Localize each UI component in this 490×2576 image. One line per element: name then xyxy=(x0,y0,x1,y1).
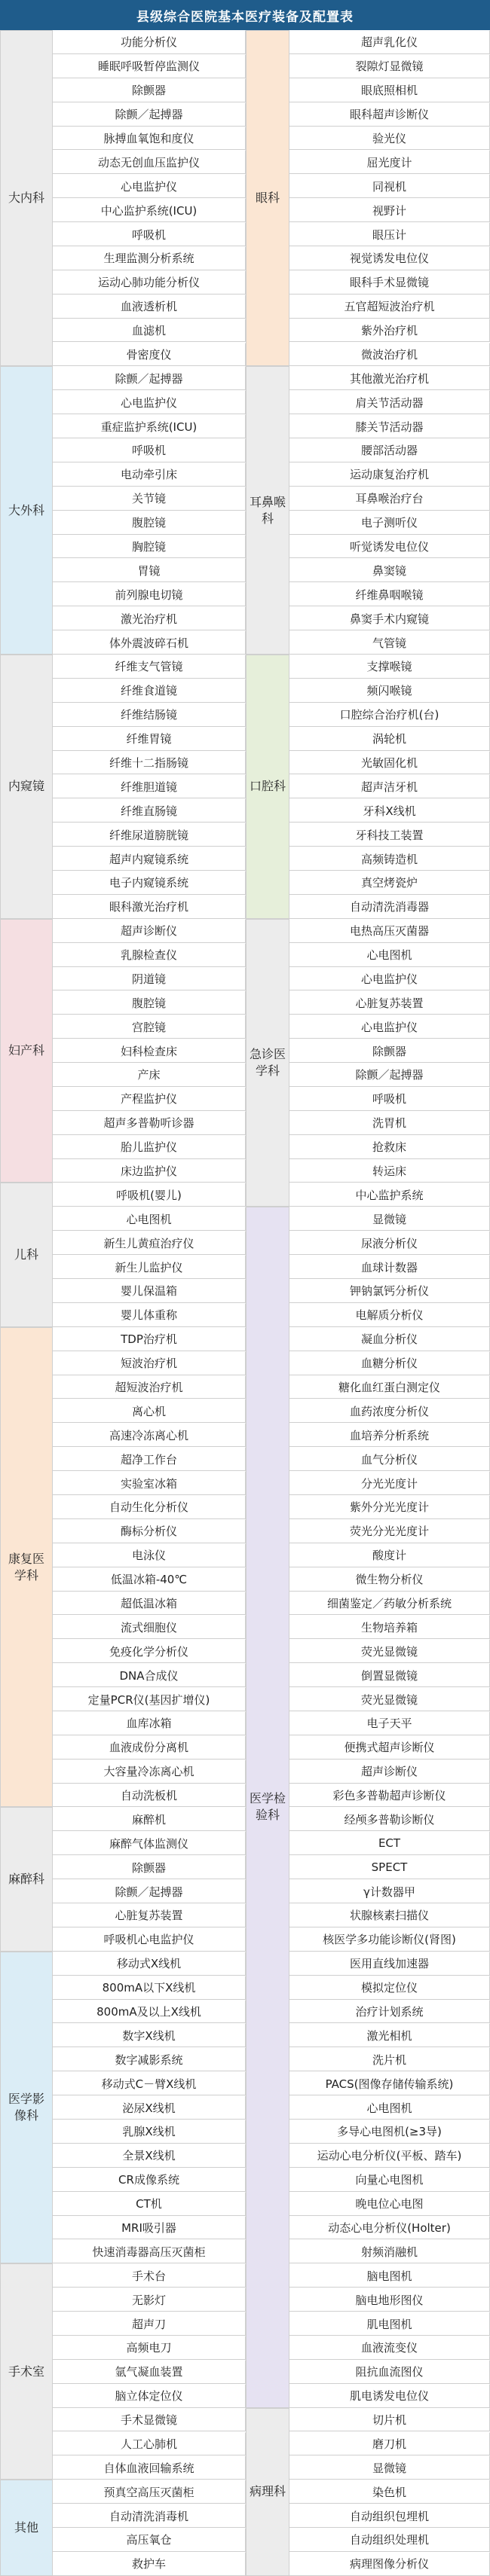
equipment-item: 呼吸机(婴儿) xyxy=(53,1183,246,1207)
equipment-item: 纤维胃镜 xyxy=(53,727,246,751)
equipment-item: 眼底照相机 xyxy=(289,78,490,102)
equipment-item: 移动式X线机 xyxy=(53,1952,246,1976)
equipment-item: 高频电刀 xyxy=(53,2336,246,2360)
equipment-item: 荧光显微镜 xyxy=(289,1687,490,1711)
equipment-item: 关节镜 xyxy=(53,487,246,511)
equipment-item: 电解质分析仪 xyxy=(289,1303,490,1327)
equipment-item: 血滤机 xyxy=(53,319,246,343)
equipment-item: 糖化血红蛋白测定仪 xyxy=(289,1375,490,1399)
equipment-item: 血液透析机 xyxy=(53,295,246,319)
equipment-item: 腹腔镜 xyxy=(53,511,246,535)
equipment-item: 视野计 xyxy=(289,198,490,222)
equipment-item: 运动康复治疗机 xyxy=(289,462,490,487)
equipment-item: 离心机 xyxy=(53,1399,246,1423)
equipment-item: 五官超短波治疗机 xyxy=(289,295,490,319)
category-label: 耳鼻喉科 xyxy=(246,366,289,655)
equipment-item: 运动心电分析仪(平板、踏车) xyxy=(289,2144,490,2168)
equipment-item: 听觉诱发电位仪 xyxy=(289,535,490,559)
equipment-item: 婴儿体重称 xyxy=(53,1303,246,1327)
equipment-item: 其他激光治疗机 xyxy=(289,366,490,390)
equipment-item: 泌尿X线机 xyxy=(53,2095,246,2120)
equipment-item: 超声刀 xyxy=(53,2312,246,2336)
equipment-item: 流式细胞仪 xyxy=(53,1615,246,1639)
equipment-item: 体外震波碎石机 xyxy=(53,630,246,655)
category-label: 麻醉科 xyxy=(0,1807,53,1951)
equipment-item: 鼻窦镜 xyxy=(289,558,490,582)
equipment-item: 纤维鼻咽喉镜 xyxy=(289,582,490,606)
equipment-item: 血糖分析仪 xyxy=(289,1351,490,1375)
equipment-item: 气管镜 xyxy=(289,630,490,655)
equipment-item: ECT xyxy=(289,1831,490,1855)
equipment-item: 微波治疗机 xyxy=(289,343,490,367)
equipment-item: 妇科检查床 xyxy=(53,1039,246,1063)
equipment-item: 磨刀机 xyxy=(289,2432,490,2456)
equipment-item: 心电图机 xyxy=(53,1207,246,1231)
equipment-item: 脑电地形图仪 xyxy=(289,2288,490,2312)
equipment-item: 除颤器 xyxy=(289,1039,490,1063)
equipment-item: 超净工作台 xyxy=(53,1447,246,1471)
equipment-item: 800mA以下X线机 xyxy=(53,1976,246,2000)
equipment-item: 实验室冰箱 xyxy=(53,1471,246,1495)
equipment-item: 裂隙灯显微镜 xyxy=(289,54,490,78)
equipment-item: 分光光度计 xyxy=(289,1471,490,1495)
equipment-item: 中心监护系统 xyxy=(289,1183,490,1207)
equipment-item: 阴道镜 xyxy=(53,967,246,991)
equipment-item: 胎儿监护仪 xyxy=(53,1135,246,1159)
equipment-item: 快速消毒器高压灭菌柜 xyxy=(53,2239,246,2263)
equipment-item: 纤维食道镜 xyxy=(53,679,246,703)
equipment-item: 纤维支气管镜 xyxy=(53,655,246,679)
equipment-item: 中心监护系统(ICU) xyxy=(53,198,246,222)
equipment-item: 心电监护仪 xyxy=(289,1015,490,1039)
equipment-item: 切片机 xyxy=(289,2408,490,2432)
equipment-item: 酸度计 xyxy=(289,1543,490,1567)
equipment-item: 治疗计划系统 xyxy=(289,2000,490,2024)
equipment-item: 验光仪 xyxy=(289,127,490,151)
equipment-item: 婴儿保温箱 xyxy=(53,1279,246,1303)
equipment-item: 预真空高压灭菌柜 xyxy=(53,2480,246,2504)
equipment-item: 人工心肺机 xyxy=(53,2432,246,2456)
equipment-item: 血药浓度分析仪 xyxy=(289,1399,490,1423)
equipment-item: 心电图机 xyxy=(289,943,490,967)
equipment-item: 除颤器 xyxy=(53,78,246,102)
equipment-item: 纤维结肠镜 xyxy=(53,703,246,727)
equipment-item: 同视机 xyxy=(289,174,490,198)
equipment-item: 显微镜 xyxy=(289,2455,490,2480)
category-label: 病理科 xyxy=(246,2408,289,2576)
equipment-item: 脉搏血氧饱和度仪 xyxy=(53,127,246,151)
equipment-item: 晚电位心电图 xyxy=(289,2192,490,2216)
equipment-item: 运动心肺功能分析仪 xyxy=(53,270,246,295)
equipment-item: 救护车 xyxy=(53,2552,246,2576)
equipment-item: 眼压计 xyxy=(289,222,490,246)
equipment-item: 超声内窥镜系统 xyxy=(53,847,246,871)
category-label: 康复医学科 xyxy=(0,1327,53,1808)
equipment-item: 定量PCR仪(基因扩增仪) xyxy=(53,1687,246,1711)
equipment-item: 荧光分光光度计 xyxy=(289,1519,490,1543)
equipment-item: 血液流变仪 xyxy=(289,2336,490,2360)
equipment-item: 心电监护仪 xyxy=(289,967,490,991)
equipment-item: 除颤／起搏器 xyxy=(53,1879,246,1903)
equipment-item: γ计数器甲 xyxy=(289,1879,490,1903)
equipment-item: MRI吸引器 xyxy=(53,2216,246,2240)
equipment-item: 超声乳化仪 xyxy=(289,30,490,54)
equipment-item: 宫腔镜 xyxy=(53,1015,246,1039)
equipment-item: 血气分析仪 xyxy=(289,1447,490,1471)
equipment-item: 电动牵引床 xyxy=(53,462,246,487)
equipment-item: 频闪喉镜 xyxy=(289,679,490,703)
equipment-item: 彩色多普勒超声诊断仪 xyxy=(289,1784,490,1808)
equipment-item: 阻抗血流图仪 xyxy=(289,2360,490,2384)
equipment-item: 新生儿监护仪 xyxy=(53,1255,246,1279)
equipment-item: 尿液分析仪 xyxy=(289,1231,490,1255)
equipment-item: 模拟定位仪 xyxy=(289,1976,490,2000)
equipment-item: 牙科技工装置 xyxy=(289,823,490,847)
equipment-item: 产程监护仪 xyxy=(53,1087,246,1111)
equipment-item: 屈光度计 xyxy=(289,150,490,174)
equipment-item: 纤维十二指肠镜 xyxy=(53,751,246,775)
equipment-item: 真空烤瓷炉 xyxy=(289,871,490,895)
equipment-item: 脑立体定位仪 xyxy=(53,2384,246,2408)
equipment-item: 高速冷冻离心机 xyxy=(53,1423,246,1447)
equipment-item: 胃镜 xyxy=(53,558,246,582)
category-label: 妇产科 xyxy=(0,919,53,1183)
equipment-item: 除颤／起搏器 xyxy=(53,102,246,127)
equipment-item: 呼吸机 xyxy=(289,1087,490,1111)
equipment-item: SPECT xyxy=(289,1855,490,1879)
equipment-item: 手术显微镜 xyxy=(53,2408,246,2432)
equipment-item: 显微镜 xyxy=(289,1207,490,1231)
equipment-item: 激光相机 xyxy=(289,2023,490,2047)
equipment-item: 电泳仪 xyxy=(53,1543,246,1567)
category-label: 大外科 xyxy=(0,366,53,655)
equipment-item: 肌电诱发电位仪 xyxy=(289,2384,490,2408)
equipment-item: 超低温冰箱 xyxy=(53,1592,246,1616)
equipment-item: 乳腺检查仪 xyxy=(53,943,246,967)
equipment-item: 状腺核素扫描仪 xyxy=(289,1903,490,1927)
equipment-item: 便携式超声诊断仪 xyxy=(289,1735,490,1760)
equipment-item: 动态心电分析仪(Holter) xyxy=(289,2216,490,2240)
category-label: 医学检验科 xyxy=(246,1207,289,2407)
equipment-item: 射频消融机 xyxy=(289,2239,490,2263)
equipment-item: 乳腺X线机 xyxy=(53,2120,246,2144)
equipment-item: 洗片机 xyxy=(289,2047,490,2071)
equipment-item: 口腔综合治疗机(台) xyxy=(289,703,490,727)
equipment-item: 多导心电图机(≥3导) xyxy=(289,2120,490,2144)
equipment-item: 麻醉机 xyxy=(53,1807,246,1831)
equipment-item: 数字减影系统 xyxy=(53,2047,246,2071)
equipment-item: 功能分析仪 xyxy=(53,30,246,54)
equipment-item: 脑电图机 xyxy=(289,2263,490,2288)
equipment-item: 肩关节活动器 xyxy=(289,390,490,414)
equipment-item: 自动组织处理机 xyxy=(289,2528,490,2552)
equipment-item: 氩气凝血装置 xyxy=(53,2360,246,2384)
equipment-item: 腹腔镜 xyxy=(53,990,246,1015)
equipment-item: 血库冰箱 xyxy=(53,1711,246,1735)
equipment-item: 眼科超声诊断仪 xyxy=(289,102,490,127)
equipment-item: 染色机 xyxy=(289,2480,490,2504)
equipment-item: 涡轮机 xyxy=(289,727,490,751)
equipment-item: 新生儿黄疸治疗仪 xyxy=(53,1231,246,1255)
equipment-item: 紫外治疗机 xyxy=(289,319,490,343)
equipment-item: 向量心电图机 xyxy=(289,2168,490,2192)
equipment-item: 低温冰箱-40℃ xyxy=(53,1567,246,1592)
equipment-item: 超声诊断仪 xyxy=(53,919,246,943)
category-label: 大内科 xyxy=(0,30,53,366)
category-label: 眼科 xyxy=(246,30,289,366)
equipment-item: 超声诊断仪 xyxy=(289,1760,490,1784)
equipment-item: 抢救床 xyxy=(289,1135,490,1159)
equipment-item: 睡眠呼吸暂停监测仪 xyxy=(53,54,246,78)
equipment-item: 细菌鉴定／药敏分析系统 xyxy=(289,1592,490,1616)
equipment-item: 鼻窦手术内窥镜 xyxy=(289,606,490,630)
equipment-item: 微生物分析仪 xyxy=(289,1567,490,1592)
equipment-item: 床边监护仪 xyxy=(53,1159,246,1183)
equipment-item: 眼科手术显微镜 xyxy=(289,270,490,295)
equipment-item: 高频铸造机 xyxy=(289,847,490,871)
equipment-item: 心脏复苏装置 xyxy=(53,1903,246,1927)
equipment-item: 免疫化学分析仪 xyxy=(53,1639,246,1663)
equipment-item: 纤维胆道镜 xyxy=(53,774,246,798)
equipment-item: 纤维尿道膀胱镜 xyxy=(53,823,246,847)
equipment-item: 经颅多普勒诊断仪 xyxy=(289,1807,490,1831)
equipment-item: 麻醉气体监测仪 xyxy=(53,1831,246,1855)
equipment-item: 重症监护系统(ICU) xyxy=(53,414,246,438)
equipment-item: 转运床 xyxy=(289,1159,490,1183)
category-label: 口腔科 xyxy=(246,655,289,919)
equipment-item: 激光治疗机 xyxy=(53,606,246,630)
equipment-item: 手术台 xyxy=(53,2263,246,2288)
equipment-item: 大容量冷冻离心机 xyxy=(53,1760,246,1784)
equipment-item: 钾钠氯钙分析仪 xyxy=(289,1279,490,1303)
equipment-item: 电热高压灭菌器 xyxy=(289,919,490,943)
category-label: 内窥镜 xyxy=(0,655,53,919)
equipment-item: 胸腔镜 xyxy=(53,535,246,559)
equipment-item: 肌电图机 xyxy=(289,2312,490,2336)
equipment-item: CT机 xyxy=(53,2192,246,2216)
page-title: 县级综合医院基本医疗装备及配置表 xyxy=(0,0,490,30)
equipment-item: 无影灯 xyxy=(53,2288,246,2312)
equipment-item: TDP治疗机 xyxy=(53,1327,246,1351)
equipment-item: 心电图机 xyxy=(289,2095,490,2120)
equipment-item: 膝关节活动器 xyxy=(289,414,490,438)
equipment-item: 光敏固化机 xyxy=(289,751,490,775)
equipment-item: 纤维直肠镜 xyxy=(53,798,246,823)
equipment-item: 生物培养箱 xyxy=(289,1615,490,1639)
equipment-item: 全景X线机 xyxy=(53,2144,246,2168)
equipment-item: 移动式C－臂X线机 xyxy=(53,2071,246,2095)
equipment-item: 紫外分光光度计 xyxy=(289,1495,490,1519)
equipment-item: 呼吸机 xyxy=(53,438,246,462)
equipment-item: 自动清洗消毒器 xyxy=(289,895,490,919)
equipment-item: 病理图像分析仪 xyxy=(289,2552,490,2576)
category-label: 儿科 xyxy=(0,1183,53,1326)
category-label: 其他 xyxy=(0,2480,53,2576)
equipment-item: 核医学多功能诊断仪(肾图) xyxy=(289,1927,490,1952)
equipment-item: 自动清洗消毒机 xyxy=(53,2504,246,2528)
equipment-item: 自动生化分析仪 xyxy=(53,1495,246,1519)
equipment-item: 自体血液回输系统 xyxy=(53,2455,246,2480)
equipment-item: 洗胃机 xyxy=(289,1111,490,1135)
equipment-item: 骨密度仪 xyxy=(53,343,246,367)
equipment-item: 呼吸机 xyxy=(53,222,246,246)
equipment-item: 血培养分析系统 xyxy=(289,1423,490,1447)
equipment-item: PACS(图像存储传输系统) xyxy=(289,2071,490,2095)
equipment-item: 呼吸机心电监护仪 xyxy=(53,1927,246,1952)
equipment-item: 超声洁牙机 xyxy=(289,774,490,798)
equipment-item: 短波治疗机 xyxy=(53,1351,246,1375)
category-label: 急诊医学科 xyxy=(246,919,289,1207)
equipment-item: 血液成份分离机 xyxy=(53,1735,246,1760)
equipment-item: 倒置显微镜 xyxy=(289,1663,490,1687)
equipment-item: 酶标分析仪 xyxy=(53,1519,246,1543)
equipment-item: 高压氧仓 xyxy=(53,2528,246,2552)
equipment-item: 凝血分析仪 xyxy=(289,1327,490,1351)
equipment-item: 生理监测分析系统 xyxy=(53,246,246,270)
equipment-item: 电子内窥镜系统 xyxy=(53,871,246,895)
equipment-item: DNA合成仪 xyxy=(53,1663,246,1687)
equipment-item: 医用直线加速器 xyxy=(289,1952,490,1976)
equipment-item: 心电监护仪 xyxy=(53,390,246,414)
category-label: 医学影像科 xyxy=(0,1952,53,2264)
equipment-item: 荧光显微镜 xyxy=(289,1639,490,1663)
equipment-item: 除颤／起搏器 xyxy=(53,366,246,390)
equipment-item: 腰部活动器 xyxy=(289,438,490,462)
equipment-item: 心脏复苏装置 xyxy=(289,990,490,1015)
equipment-item: 支撑喉镜 xyxy=(289,655,490,679)
equipment-item: 耳鼻喉治疗台 xyxy=(289,487,490,511)
equipment-item: 数字X线机 xyxy=(53,2023,246,2047)
equipment-item: 血球计数器 xyxy=(289,1255,490,1279)
equipment-item: 超短波治疗机 xyxy=(53,1375,246,1399)
equipment-item: 动态无创血压监护仪 xyxy=(53,150,246,174)
equipment-item: 产床 xyxy=(53,1063,246,1087)
equipment-item: 除颤／起搏器 xyxy=(289,1063,490,1087)
equipment-item: 电子天平 xyxy=(289,1711,490,1735)
equipment-item: 自动组织包埋机 xyxy=(289,2504,490,2528)
equipment-item: 眼科激光治疗机 xyxy=(53,895,246,919)
equipment-item: 前列腺电切镜 xyxy=(53,582,246,606)
equipment-item: 800mA及以上X线机 xyxy=(53,2000,246,2024)
equipment-item: 牙科X线机 xyxy=(289,798,490,823)
equipment-item: 自动洗板机 xyxy=(53,1784,246,1808)
equipment-item: 电子测听仪 xyxy=(289,511,490,535)
category-label: 手术室 xyxy=(0,2263,53,2480)
equipment-item: 视觉诱发电位仪 xyxy=(289,246,490,270)
equipment-item: 除颤器 xyxy=(53,1855,246,1879)
equipment-item: 超声多普勒听诊器 xyxy=(53,1111,246,1135)
equipment-item: 心电监护仪 xyxy=(53,174,246,198)
equipment-item: CR成像系统 xyxy=(53,2168,246,2192)
